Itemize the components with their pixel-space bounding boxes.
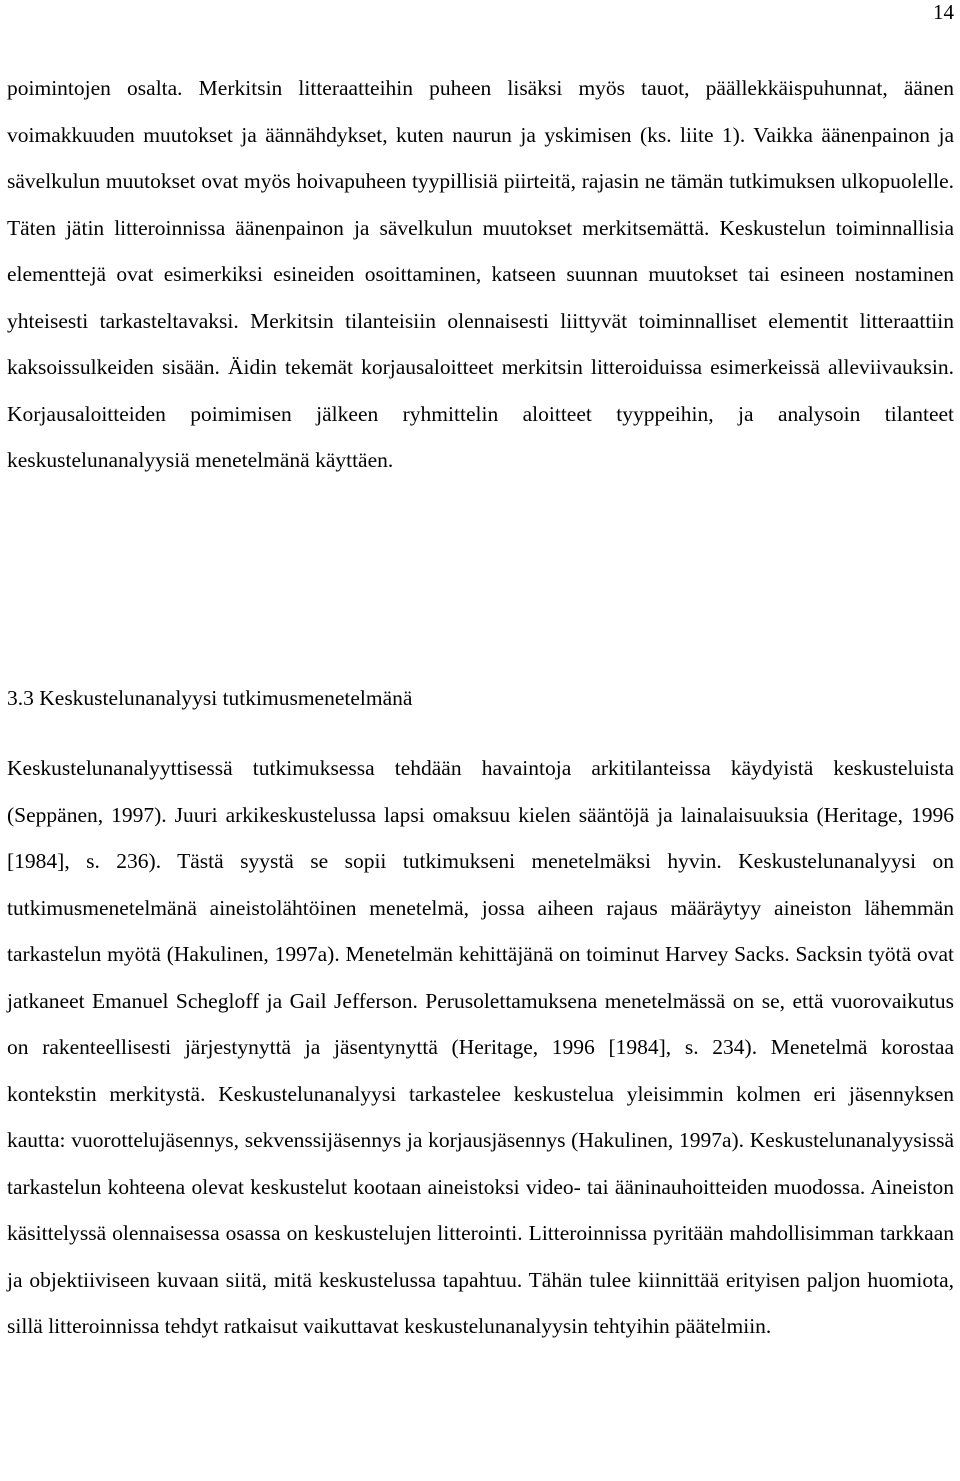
body-paragraph-1: poimintojen osalta. Merkitsin litteraatteihin puheen lisäksi myös tauot, päällekkäispuhunnat, äänen voimakkuuden muutokset ja äännähdykset, kuten naurun ja yskimisen (ks. liite 1). Vaikka äänenpainon ja sävelkulun muutokset ovat myös hoivapuheen tyypillisiä piirteitä, rajasin ne tämän tutkimuksen ulkopuolelle. Täten jätin litteroinnissa äänenpainon ja sävelkulun muutokset merkitsemättä. Keskustelun toiminnallisia elementtejä ovat esimerkiksi esineiden osoittaminen, katseen suunnan muutokset tai esineen nostaminen yhteisesti tarkasteltavaksi. Merkitsin tilanteisiin olennaisesti liittyvät toiminnalliset elementit litteraattiin kaksoissulkeiden sisään. Äidin tekemät korjausaloitteet merkitsin litteroiduissa esimerkeissä alleviivauksin. Korjausaloitteiden poimimisen jälkeen ryhmittelin aloitteet tyyppeihin, ja analysoin tilanteet keskustelunanalyysiä menetelmänä käyttäen. xyxy=(7,76,954,472)
section-heading: 3.3 Keskustelunanalyysi tutkimusmenetelmänä xyxy=(7,686,413,710)
page-number: 14 xyxy=(933,0,954,24)
body-paragraph-2: Keskustelunanalyyttisessä tutkimuksessa tehdään havaintoja arkitilanteissa käydyistä keskusteluista (Seppänen, 1997). Juuri arkikeskustelussa lapsi omaksuu kielen sääntöjä ja lainalaisuuksia (Heritage, 1996 [1984], s. 236). Tästä syystä se sopii tutkimukseni menetelmäksi hyvin. Keskustelunanalyysi on tutkimusmenetelmänä aineistolähtöinen menetelmä, jossa aiheen rajaus määräytyy aineiston lähemmän tarkastelun myötä (Hakulinen, 1997a). Menetelmän kehittäjänä on toiminut Harvey Sacks. Sacksin työtä ovat jatkaneet Emanuel Schegloff ja Gail Jefferson. Perusolettamuksena menetelmässä on se, että vuorovaikutus on rakenteellisesti järjestynyttä ja jäsentynyttä (Heritage, 1996 [1984], s. 234). Menetelmä korostaa kontekstin merkitystä. Keskustelunanalyysi tarkastelee keskustelua yleisimmin kolmen eri jäsennyksen kautta: vuorottelujäsennys, sekvenssijäsennys ja korjausjäsennys (Hakulinen, 1997a). Keskustelunanalyysissä tarkastelun kohteena olevat keskustelut kootaan aineistoksi video- tai ääninauhoitteiden muodossa. Aineiston käsittelyssä olennaisessa osassa on keskustelujen litterointi. Litteroinnissa pyritään mahdollisimman tarkkaan ja objektiiviseen kuvaan siitä, mitä keskustelussa tapahtuu. Tähän tulee kiinnittää erityisen paljon huomiota, sillä litteroinnissa tehdyt ratkaisut vaikuttavat keskustelunanalyysin tehtyihin päätelmiin. xyxy=(7,756,954,1338)
